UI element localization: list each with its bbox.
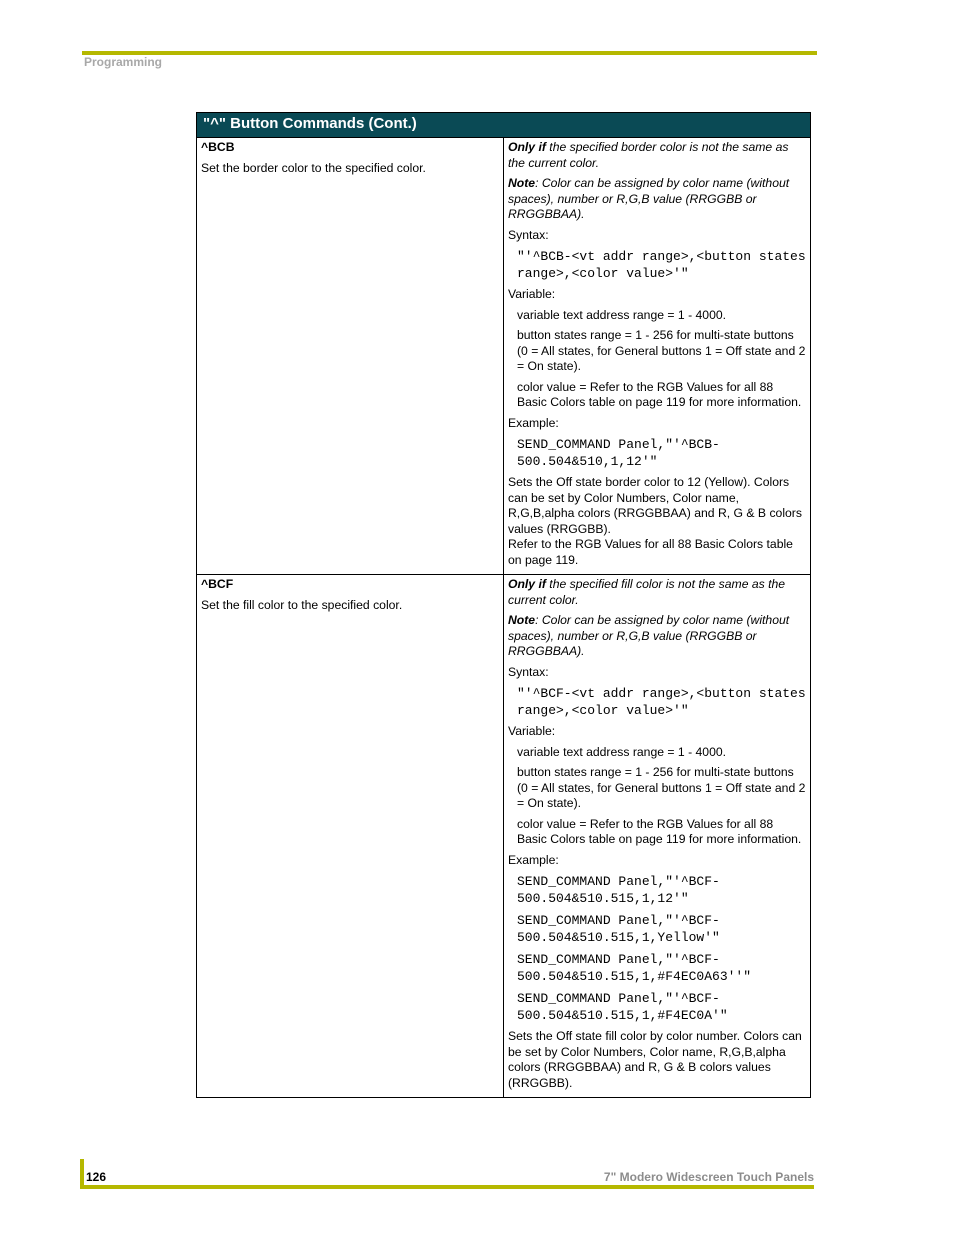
command-description: Set the fill color to the specified color. [201, 597, 403, 612]
document-title: 7" Modero Widescreen Touch Panels [603, 1170, 814, 1184]
example-code: SEND_COMMAND Panel,"'^BCF-500.504&510.515,1,#F4EC0A63''" [517, 952, 752, 984]
header-rule [82, 51, 817, 55]
note-text: Note: Color can be assigned by color name (without spaces), number or R,G,B value (RRGGBB or RRGGBBAA). [508, 176, 790, 221]
example-label: Example: [508, 852, 559, 867]
syntax-label: Syntax: [508, 664, 549, 679]
summary-text: Sets the Off state fill color by color number. Colors can be set by Color Numbers, Color name, R,G,B,alpha colors (RRGGBBAA) and R, G & B colors values (RRGGBB). [508, 1029, 802, 1090]
command-cell [197, 138, 504, 575]
variable-item: variable text address range = 1 - 4000. [517, 307, 727, 322]
variable-label: Variable: [508, 287, 556, 301]
variable-item: button states range = 1 - 256 for multi-state buttons (0 = All states, for General buttons 1 = Off state and 2 = On state). [517, 328, 806, 373]
example-code: SEND_COMMAND Panel,"'^BCF-500.504&510.515,1,#F4EC0A'" [517, 991, 728, 1023]
variable-item: color value = Refer to the RGB Values for all 88 Basic Colors table on page 119 for more information. [517, 379, 802, 409]
note-text: Note: Color can be assigned by color name (without spaces), number or R,G,B value (RRGGBB or RRGGBBAA). [508, 613, 790, 658]
example-label: Example: [508, 415, 559, 430]
section-header: Programming [84, 55, 163, 69]
table-title: "^" Button Commands (Cont.) [197, 113, 811, 138]
table-row [197, 575, 811, 1098]
button-commands-table [196, 112, 814, 1098]
example-code: SEND_COMMAND Panel,"'^BCF-500.504&510.515,1,Yellow'" [517, 913, 720, 945]
details-cell [504, 138, 814, 575]
syntax-label: Syntax: [508, 227, 549, 242]
example-code: SEND_COMMAND Panel,"'^BCB-500.504&510,1,12'" [517, 437, 720, 469]
example-code: SEND_COMMAND Panel,"'^BCF-500.504&510.515,1,12'" [517, 874, 720, 906]
only-if-text: Only if the specified border color is not the same as the current color. [508, 140, 789, 170]
command-description: Set the border color to the specified color. [201, 160, 426, 175]
variable-item: color value = Refer to the RGB Values for all 88 Basic Colors table on page 119 for more information. [517, 816, 802, 846]
variable-item: variable text address range = 1 - 4000. [517, 744, 727, 759]
summary-text: Sets the Off state border color to 12 (Yellow). Colors can be set by Color Numbers, Color name, R,G,B,alpha colors (RRGGBBAA) and R, G & B colors values (RRGGBB). Refer to the RGB Values for all 88 Basic Colors table on page 119. [508, 475, 802, 567]
page-number: 126 [86, 1170, 107, 1184]
command-name: ^BCF [201, 577, 234, 591]
command-name: ^BCB [201, 140, 235, 154]
syntax-code: "'^BCF-<vt addr range>,<button states range>,<color value>'" [517, 686, 814, 718]
table-row [197, 138, 811, 575]
command-cell [197, 575, 504, 1098]
details-cell [504, 575, 814, 1098]
variable-item: button states range = 1 - 256 for multi-state buttons (0 = All states, for General buttons 1 = Off state and 2 = On state). [517, 765, 806, 810]
variable-label: Variable: [508, 724, 556, 738]
footer-rule [82, 1185, 814, 1189]
syntax-code: "'^BCB-<vt addr range>,<button states range>,<color value>'" [517, 249, 814, 281]
only-if-text: Only if the specified fill color is not the same as the current color. [508, 577, 786, 607]
